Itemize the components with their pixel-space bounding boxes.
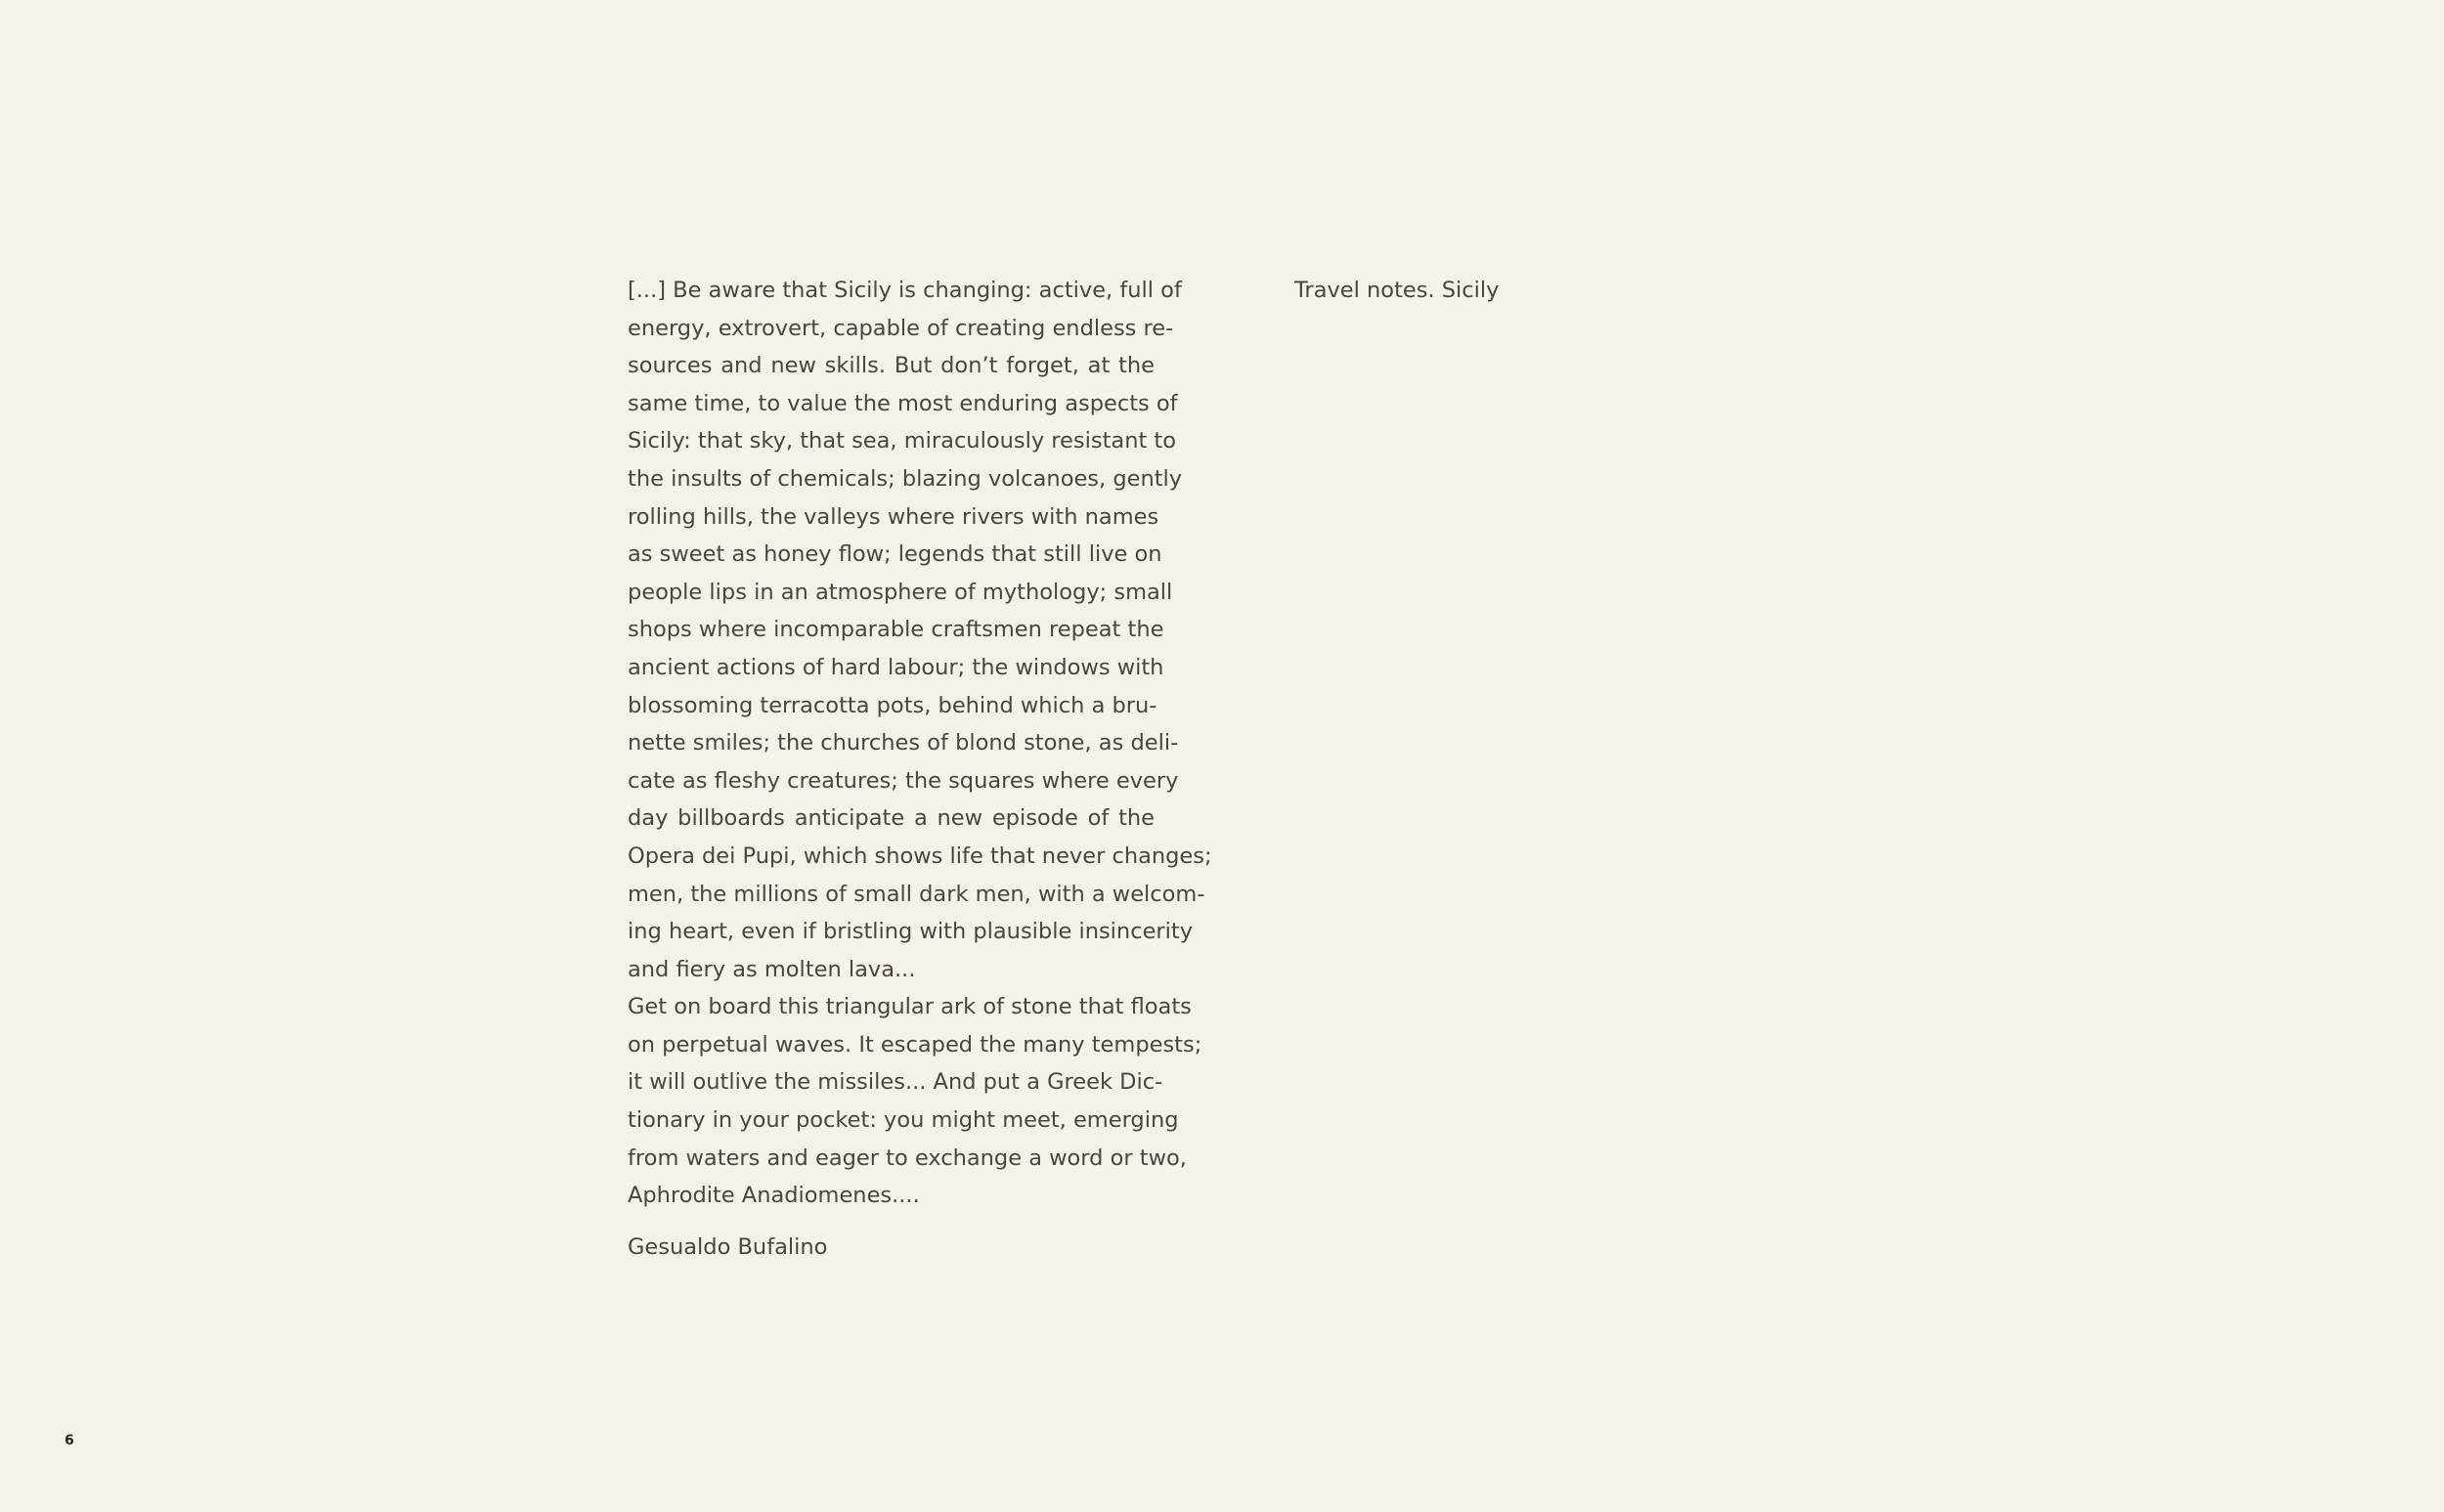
text-line: rolling hills, the valleys where rivers with names — [628, 503, 1159, 530]
text-line: and fiery as molten lava... — [628, 956, 916, 982]
text-line: ing heart, even if bristling with plausible insincerity — [628, 919, 1194, 945]
text-line: Opera dei Pupi, which shows life that never changes; — [628, 842, 1212, 869]
text-line: energy, extrovert, capable of creating endless re- — [628, 315, 1174, 341]
text-line: ancient actions of hard labour; the windows with — [628, 654, 1164, 680]
text-line: people lips in an atmosphere of mythology; small — [628, 579, 1173, 605]
text-line: men, the millions of small dark men, with a welcom- — [628, 881, 1205, 907]
paragraph-2 — [628, 988, 1202, 1215]
text-line: sources and new skills. But don’t forget, at the — [628, 353, 1155, 379]
page-number: 6 — [65, 1433, 74, 1448]
quote-text — [628, 272, 1212, 1215]
text-line: Aphrodite Anadiomenes.... — [628, 1183, 920, 1209]
text-line: shops where incomparable craftsmen repeat the — [628, 617, 1164, 643]
text-line: [...] Be aware that Sicily is changing: active, full of — [628, 278, 1182, 303]
text-line: Get on board this triangular ark of stone that floats — [628, 994, 1192, 1020]
text-line: on perpetual waves. It escaped the many tempests; — [628, 1031, 1202, 1058]
text-line: day billboards anticipate a new episode of the — [628, 805, 1155, 832]
text-line: cate as fleshy creatures; the squares where every — [628, 767, 1179, 794]
paragraph-1 — [628, 272, 1212, 988]
text-line: it will outlive the missiles... And put a Greek Dic- — [628, 1069, 1163, 1096]
text-line: Sicily: that sky, that sea, miraculously resistant to — [628, 428, 1177, 454]
section-title: Travel notes. Sicily — [1294, 278, 1500, 303]
text-line: tionary in your pocket: you might meet, emerging — [628, 1107, 1179, 1134]
text-line: blossoming terracotta pots, behind which a bru- — [628, 692, 1157, 718]
text-line: the insults of chemicals; blazing volcanoes, gently — [628, 465, 1183, 492]
text-line: same time, to value the most enduring aspects of — [628, 390, 1178, 416]
text-line: from waters and eager to exchange a word or two, — [628, 1145, 1187, 1171]
author-signature: Gesualdo Bufalino — [628, 1234, 828, 1260]
text-line: as sweet as honey flow; legends that still live on — [628, 541, 1162, 568]
text-line: nette smiles; the churches of blond stone, as deli- — [628, 730, 1179, 756]
